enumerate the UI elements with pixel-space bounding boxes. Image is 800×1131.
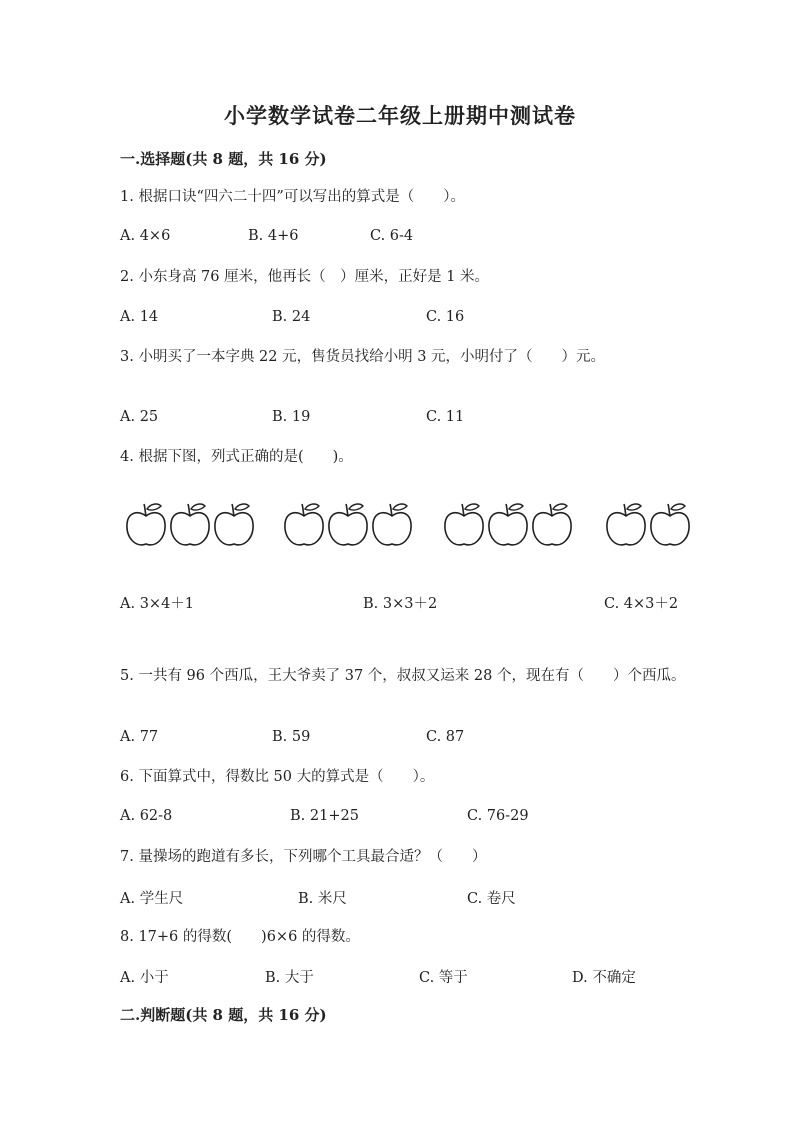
q2-option-a[interactable]: A. 14 [120,309,159,325]
q5-option-a[interactable]: A. 77 [120,729,159,745]
apple-icon [370,500,414,550]
apple-icon [486,500,530,550]
question-1: 1. 根据口诀“四六二十四”可以写出的算式是（ ）。 [120,189,466,205]
q8-option-d[interactable]: D. 不确定 [572,970,636,986]
q2-option-b[interactable]: B. 24 [272,309,311,325]
question-8: 8. 17+6 的得数( )6×6 的得数。 [120,929,360,945]
q7-option-b[interactable]: B. 米尺 [298,891,347,907]
apple-figure [124,500,694,552]
q3-option-c[interactable]: C. 11 [426,409,465,425]
question-3: 3. 小明买了一本字典 22 元，售货员找给小明 3 元，小明付了（ ）元。 [120,349,606,365]
q4-option-a[interactable]: A. 3×4＋1 [120,596,195,612]
q8-option-a[interactable]: A. 小于 [120,970,169,986]
q7-option-a[interactable]: A. 学生尺 [120,891,184,907]
apple-icon [530,500,574,550]
q8-option-b[interactable]: B. 大于 [265,970,314,986]
q5-option-c[interactable]: C. 87 [426,729,465,745]
q5-option-b[interactable]: B. 59 [272,729,311,745]
q3-option-b[interactable]: B. 19 [272,409,311,425]
question-4: 4. 根据下图，列式正确的是( )。 [120,449,353,465]
question-5: 5. 一共有 96 个西瓜，王大爷卖了 37 个，叔叔又运来 28 个，现在有（ ）个西瓜。 [120,668,686,684]
section-heading-choice: 一.选择题(共 8 题，共 16 分) [120,150,327,168]
q1-option-c[interactable]: C. 6-4 [370,228,414,244]
q6-option-c[interactable]: C. 76-29 [467,808,529,824]
q6-option-b[interactable]: B. 21+25 [290,808,359,824]
apple-icon [604,500,648,550]
apple-icon [648,500,692,550]
apple-icon [124,500,168,550]
question-6: 6. 下面算式中，得数比 50 大的算式是（ ）。 [120,769,435,785]
q2-option-c[interactable]: C. 16 [426,309,465,325]
section-heading-judgement: 二.判断题(共 8 题，共 16 分) [120,1006,327,1024]
apple-icon [442,500,486,550]
q4-option-c[interactable]: C. 4×3＋2 [604,596,679,612]
apple-icon [212,500,256,550]
apple-icon [282,500,326,550]
page-title: 小学数学试卷二年级上册期中测试卷 [224,103,576,128]
q6-option-a[interactable]: A. 62-8 [120,808,173,824]
q8-option-c[interactable]: C. 等于 [419,970,468,986]
apple-icon [168,500,212,550]
q1-option-a[interactable]: A. 4×6 [120,228,171,244]
question-2: 2. 小东身高 76 厘米，他再长（ ）厘米，正好是 1 米。 [120,269,490,285]
q3-option-a[interactable]: A. 25 [120,409,159,425]
q7-option-c[interactable]: C. 卷尺 [467,891,516,907]
q4-option-b[interactable]: B. 3×3＋2 [363,596,438,612]
q1-option-b[interactable]: B. 4+6 [248,228,299,244]
apple-icon [326,500,370,550]
question-7: 7. 量操场的跑道有多长，下列哪个工具最合适？（ ） [120,849,487,865]
